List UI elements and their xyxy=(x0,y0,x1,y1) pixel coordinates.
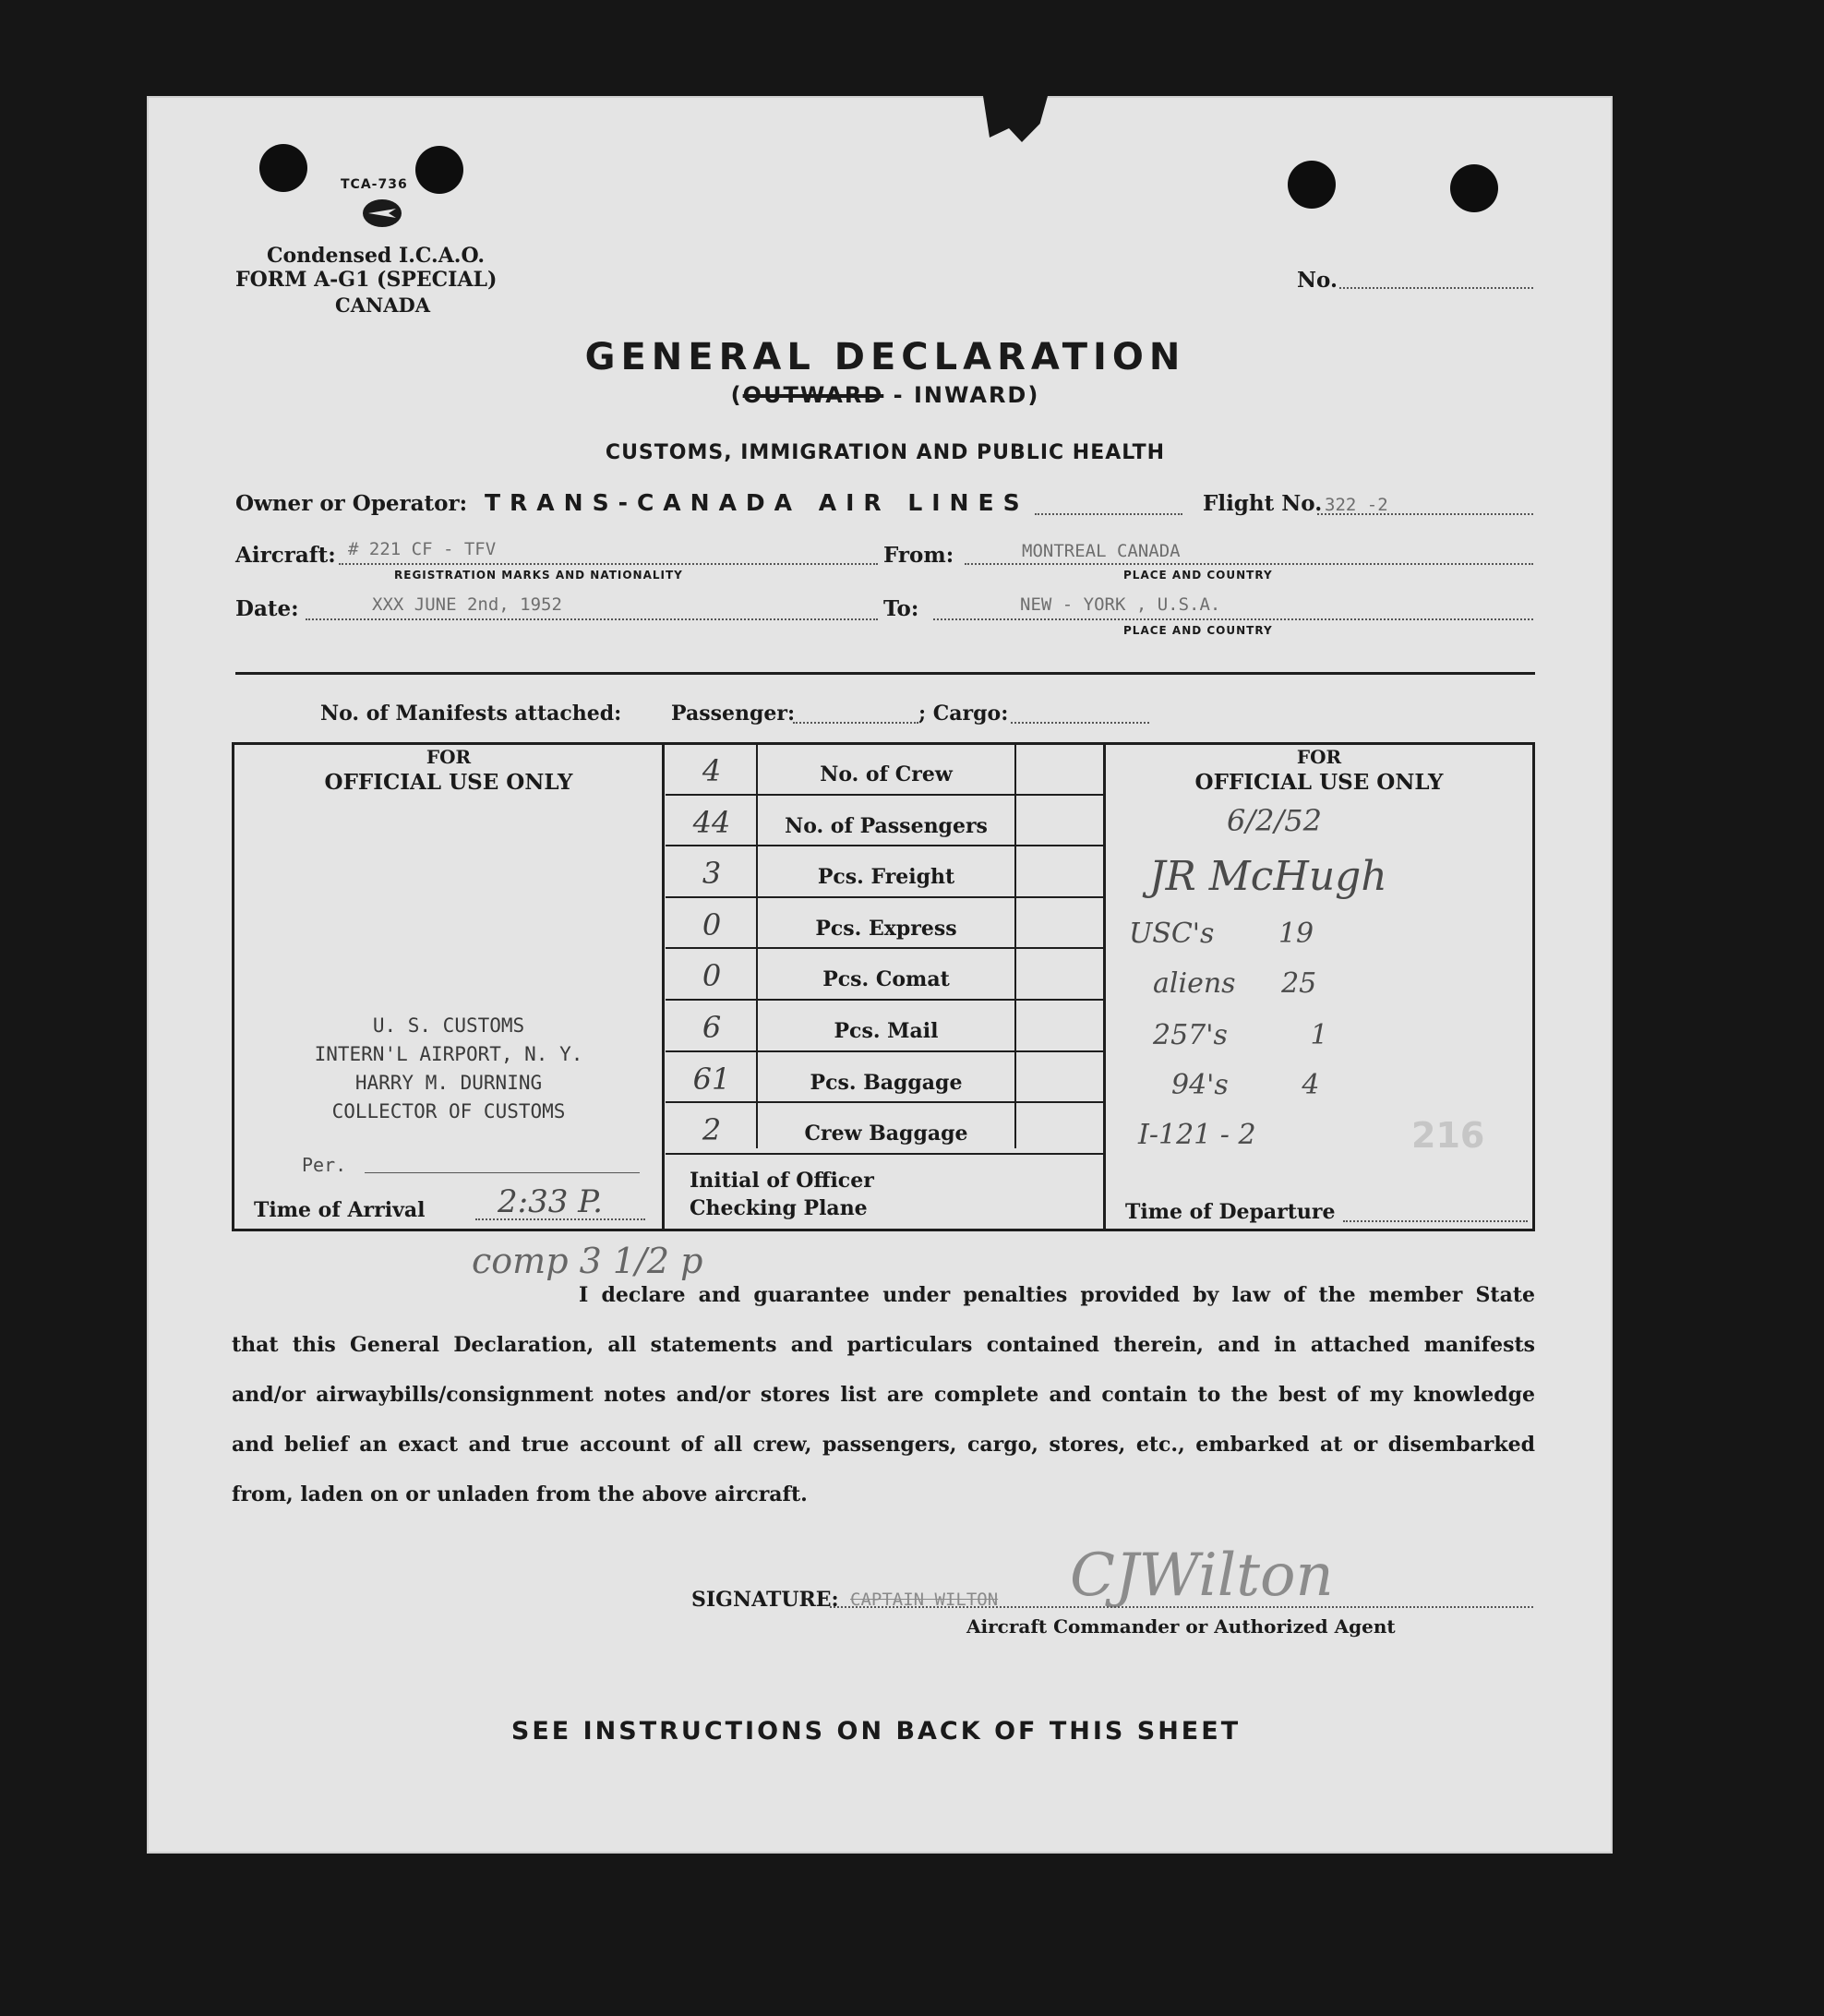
declaration-line-3: and/or airwaybills/consignment notes and/or stores list are complete and contain to the best of my knowledge xyxy=(232,1383,1535,1407)
row-rule xyxy=(666,896,1103,898)
form-line-1: Condensed I.C.A.O. xyxy=(267,244,485,268)
aircraft-caption: REGISTRATION MARKS AND NATIONALITY xyxy=(394,569,683,582)
signature-caption: Aircraft Commander or Authorized Agent xyxy=(966,1615,1396,1638)
table-divider xyxy=(1103,742,1106,1231)
manifests-passenger-label: Passenger: xyxy=(671,702,796,726)
from-caption: PLACE AND COUNTRY xyxy=(1123,569,1273,582)
form-line-3: CANADA xyxy=(335,294,431,317)
arrival-label: Time of Arrival xyxy=(254,1198,426,1222)
date-label: Date: xyxy=(235,596,299,621)
manifests-cargo-field[interactable] xyxy=(1011,722,1149,724)
right-note: 257's 1 xyxy=(1153,1019,1328,1051)
punch-hole xyxy=(259,144,307,192)
right-note: I-121 - 2 xyxy=(1138,1119,1256,1151)
row-rule xyxy=(666,999,1103,1001)
row-label: Pcs. Comat xyxy=(822,967,950,992)
signature-label: SIGNATURE: xyxy=(691,1588,839,1612)
row-label: No. of Crew xyxy=(820,762,953,786)
form-code: TCA-736 xyxy=(341,177,408,192)
manifests-passenger-field[interactable] xyxy=(793,722,918,724)
left-header-1: FOR xyxy=(426,746,472,768)
to-value: NEW - YORK , U.S.A. xyxy=(1020,594,1221,615)
row-label: Pcs. Freight xyxy=(817,865,955,890)
initial-label-1: Initial of Officer xyxy=(690,1169,874,1193)
right-header-1: FOR xyxy=(1296,746,1342,768)
date-field[interactable] xyxy=(306,618,878,620)
right-header-2: OFFICIAL USE ONLY xyxy=(1194,770,1444,795)
outward-struck: OUTWARD xyxy=(742,382,884,408)
punch-hole xyxy=(415,146,463,194)
row-value: 3 xyxy=(702,856,722,892)
declaration-sheet xyxy=(147,96,1613,1854)
from-value: MONTREAL CANADA xyxy=(1022,541,1181,561)
row-rule xyxy=(666,794,1103,796)
row-value: 61 xyxy=(692,1061,731,1097)
from-label: From: xyxy=(883,543,954,568)
declaration-line-1: I declare and guarantee under penalties provided by law of the member State xyxy=(579,1283,1535,1307)
right-signature: JR McHugh xyxy=(1149,853,1387,900)
row-value: 0 xyxy=(702,906,722,942)
owner-label: Owner or Operator: xyxy=(235,491,468,516)
departure-field[interactable] xyxy=(1343,1220,1528,1222)
flight-value: 322 -2 xyxy=(1325,495,1388,515)
page-title: GENERAL DECLARATION xyxy=(584,336,1186,378)
table-divider xyxy=(662,742,665,1231)
right-note: USC's 19 xyxy=(1129,918,1314,950)
aircraft-value: # 221 CF - TFV xyxy=(348,539,497,559)
subheading: CUSTOMS, IMMIGRATION AND PUBLIC HEALTH xyxy=(605,441,1166,464)
left-header-2: OFFICIAL USE ONLY xyxy=(324,770,573,795)
divider xyxy=(235,672,1535,675)
no-label: No. xyxy=(1297,268,1338,293)
declaration-line-4: and belief an exact and true account of all crew, passengers, cargo, stores, etc., embarked at or disembarked xyxy=(232,1433,1535,1457)
row-value: 4 xyxy=(702,753,722,788)
row-value: 44 xyxy=(692,804,731,840)
to-field[interactable] xyxy=(933,618,1533,620)
punch-hole xyxy=(1288,161,1336,209)
to-label: To: xyxy=(883,596,919,621)
row-rule xyxy=(666,1153,1103,1155)
signature-handwritten: CJWilton xyxy=(1070,1542,1334,1610)
flight-label: Flight No. xyxy=(1203,491,1323,516)
row-label: Pcs. Express xyxy=(815,916,957,941)
torn-mark xyxy=(983,96,1048,142)
initial-label-2: Checking Plane xyxy=(690,1196,868,1220)
arrival-field[interactable] xyxy=(475,1218,645,1220)
row-label: Pcs. Mail xyxy=(834,1019,939,1043)
punch-hole xyxy=(1450,164,1498,212)
tca-logo-icon xyxy=(361,198,403,229)
signature-field[interactable] xyxy=(830,1606,1533,1608)
departure-label: Time of Departure xyxy=(1125,1200,1336,1224)
arrival-value: 2:33 P. xyxy=(498,1183,603,1220)
aircraft-label: Aircraft: xyxy=(235,543,336,568)
form-line-2: FORM A-G1 (SPECIAL) xyxy=(235,268,498,292)
right-date: 6/2/52 xyxy=(1227,803,1322,838)
owner-value: TRANS-CANADA AIR LINES xyxy=(485,489,1029,516)
right-note: 94's 4 xyxy=(1171,1069,1320,1101)
aircraft-field[interactable] xyxy=(339,563,878,565)
row-label: Pcs. Baggage xyxy=(810,1070,963,1095)
row-rule xyxy=(666,845,1103,846)
right-note: aliens 25 xyxy=(1153,967,1317,1000)
flight-field[interactable] xyxy=(1317,513,1533,515)
per-line xyxy=(365,1172,640,1173)
row-label: Crew Baggage xyxy=(804,1122,968,1146)
footer-instructions: SEE INSTRUCTIONS ON BACK OF THIS SHEET xyxy=(510,1717,1242,1746)
row-rule xyxy=(666,947,1103,949)
row-rule xyxy=(666,1050,1103,1052)
page-subtitle: (OUTWARD - INWARD) xyxy=(730,382,1040,408)
margin-note: comp 3 1/2 p xyxy=(472,1241,703,1281)
customs-stamp: U. S. CUSTOMS INTERN'L AIRPORT, N. Y. HARRY M. DURNING COLLECTOR OF CUSTOMS xyxy=(314,1014,583,1122)
manifests-cargo-label: ; Cargo: xyxy=(918,702,1009,726)
row-value: 6 xyxy=(702,1010,722,1045)
to-caption: PLACE AND COUNTRY xyxy=(1123,624,1273,637)
no-field[interactable] xyxy=(1339,287,1533,289)
from-field[interactable] xyxy=(965,563,1533,565)
row-rule xyxy=(666,1101,1103,1103)
row-value: 0 xyxy=(702,958,722,994)
right-stamp-number: 216 xyxy=(1411,1115,1485,1156)
row-label: No. of Passengers xyxy=(785,813,988,838)
declaration-line-5: from, laden on or unladen from the above aircraft. xyxy=(232,1482,808,1506)
row-value: 2 xyxy=(702,1112,722,1148)
manifests-label: No. of Manifests attached: xyxy=(320,702,622,726)
declaration-line-2: that this General Declaration, all statements and particulars contained therein, and in attached manifests xyxy=(232,1333,1535,1357)
table-divider xyxy=(1014,742,1016,1148)
owner-field[interactable] xyxy=(1035,513,1182,515)
per-label: Per. xyxy=(302,1154,347,1176)
date-value: XXX JUNE 2nd, 1952 xyxy=(372,594,562,615)
signature-typed: CAPTAIN WILTON xyxy=(850,1590,999,1610)
